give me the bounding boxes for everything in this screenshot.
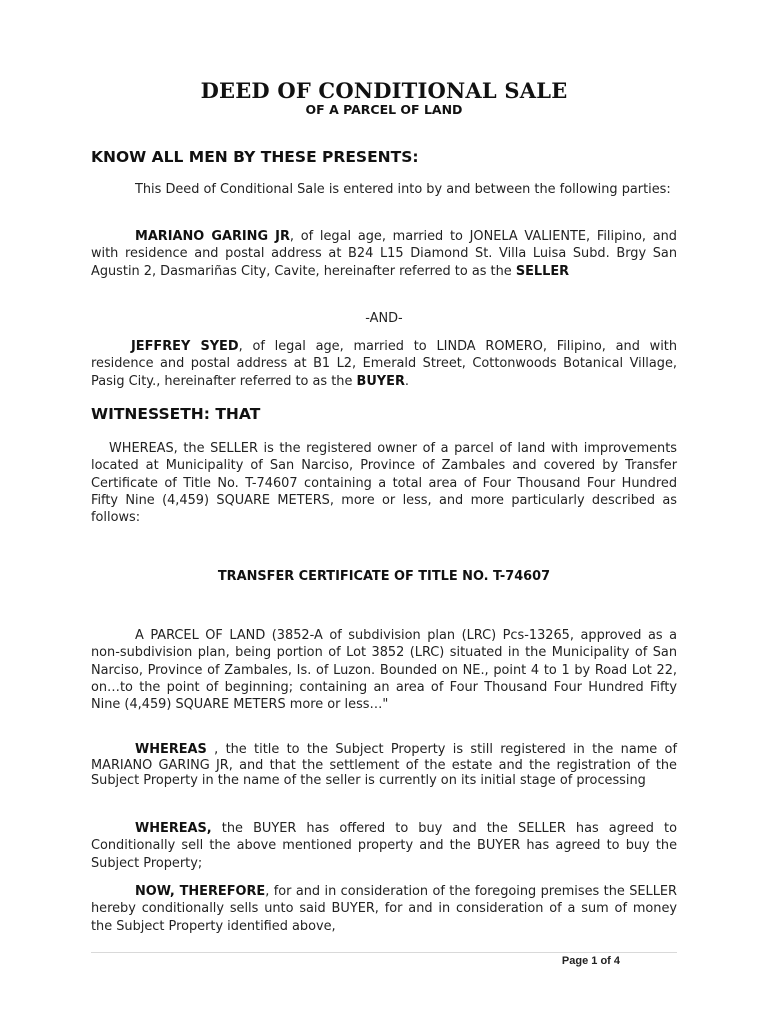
whereas-2-label: WHEREAS (135, 742, 207, 757)
seller-role: SELLER (515, 263, 570, 279)
whereas-1-paragraph (91, 440, 677, 526)
seller-paragraph (91, 228, 677, 280)
now-therefore-paragraph (91, 883, 677, 935)
witnesseth-heading: WITNESSETH: THAT (91, 405, 261, 423)
buyer-text: , of legal age, married to LINDA ROMERO, Filipino, and with residence and postal address at B1 L2, Emerald Street, Cottonwoods Botanical Village, Pasig City., hereinafter referred to as the (91, 339, 677, 389)
document-subtitle: OF A PARCEL OF LAND (305, 102, 463, 117)
whereas-3-label: WHEREAS, (135, 821, 212, 836)
whereas-1-text: WHEREAS, the SELLER is the registered owner of a parcel of land with improvements located at Municipality of San Narciso, Province of Zambales and covered by Transfer Certificate of Title No. T-74607 containing a total area of Four Thousand Four Hundred Fifty Nine (4,459) SQUARE METERS, more or less, and more particularly described as follows: (91, 441, 677, 526)
know-all-heading: KNOW ALL MEN BY THESE PRESENTS: (91, 148, 419, 166)
intro-text: This Deed of Conditional Sale is entered into by and between the following parties: (135, 182, 671, 197)
tct-heading: TRANSFER CERTIFICATE OF TITLE NO. T-74607 (217, 569, 551, 584)
whereas-2-text: , the title to the Subject Property is still registered in the name of MARIANO GARING JR, and that the settlement of the estate and the registration of the Subject Property in the name of the seller is currently on its initial stage of processing (91, 742, 677, 788)
parcel-description-text: A PARCEL OF LAND (3852-A of subdivision plan (LRC) Pcs-13265, approved as a non-subdivision plan, being portion of Lot 3852 (LRC) situated in the Municipality of San Narciso, Province of Zambales, Is. of Luzon. Bounded on NE., point 4 to 1 by Road Lot 22, on…to the point of beginning; containing an area of Four Thousand Four Hundred Fifty Nine (4,459) SQUARE METERS more or less…" (91, 628, 677, 713)
buyer-end: . (404, 373, 409, 389)
and-separator: -AND- (365, 311, 403, 326)
document-title: DEED OF CONDITIONAL SALE (200, 78, 568, 103)
now-therefore-label: NOW, THEREFORE (135, 884, 266, 899)
page-number: Page 1 of 4 (561, 955, 620, 967)
buyer-name: JEFFREY SYED (131, 339, 239, 354)
buyer-paragraph (91, 338, 677, 390)
buyer-role: BUYER (356, 373, 405, 389)
now-therefore-text: , for and in consideration of the foregoing premises the SELLER hereby conditionally sells unto said BUYER, for and in consideration of a sum of money the Subject Property identified above, (91, 884, 677, 934)
footer-divider (91, 952, 677, 953)
seller-name: MARIANO GARING JR (135, 229, 290, 244)
seller-text: , of legal age, married to JONELA VALIENTE, Filipino, and with residence and postal address at B24 L15 Diamond St. Villa Luisa Subd. Brgy San Agustin 2, Dasmariñas City, Cavite, hereinafter referred to as the (91, 229, 677, 279)
parcel-description-paragraph (91, 627, 677, 713)
whereas-3-paragraph (91, 820, 677, 872)
whereas-2-paragraph (91, 742, 677, 789)
whereas-3-text: the BUYER has offered to buy and the SELLER has agreed to Conditionally sell the above mentioned property and the BUYER has agreed to buy the Subject Property; (91, 821, 677, 871)
intro-paragraph (91, 181, 677, 198)
